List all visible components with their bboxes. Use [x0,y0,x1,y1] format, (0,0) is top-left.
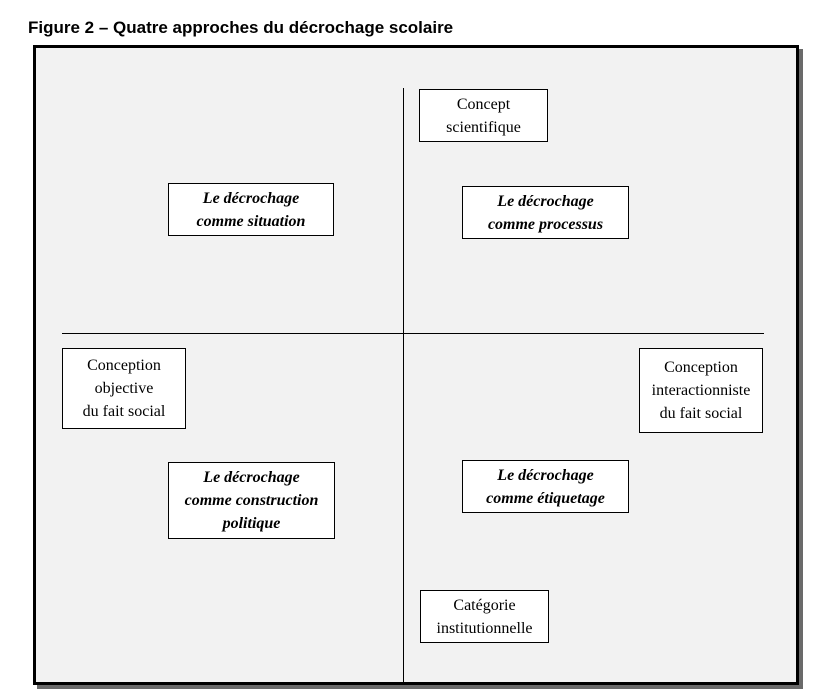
quadrant-bottom-left-line-1: Le décrochage [203,469,300,486]
quadrant-top-left-line-2: comme situation [196,212,306,230]
quadrant-top-right-line-2: comme processus [487,215,604,233]
quadrant-bottom-right-line-2: comme étiquetage [486,489,605,507]
axis-bottom-label [420,590,549,643]
axis-top-line-1: Concept [456,95,511,113]
quadrant-top-left [168,183,334,236]
quadrant-top-right [462,186,629,239]
vertical-axis [403,88,404,682]
horizontal-axis [62,333,764,334]
axis-right-line-3: du fait social [659,405,743,422]
axis-top-line-2: scientifique [446,118,521,136]
axis-left-label [62,348,186,429]
quadrant-top-left-line-1: Le décrochage [202,189,300,207]
axis-bottom-line-2: institutionnelle [436,619,533,637]
axis-left-line-3: du fait social [82,403,166,420]
quadrant-bottom-right [462,460,629,513]
quadrant-bottom-left [168,462,335,539]
quadrant-bottom-right-line-1: Le décrochage [497,466,594,484]
axis-top-label [419,89,548,142]
axis-bottom-line-1: Catégorie [453,596,516,614]
axis-right-line-2: interactionniste [651,382,751,399]
axis-right-line-1: Conception [664,359,738,376]
axis-right-label [639,348,763,433]
quadrant-top-right-line-1: Le décrochage [497,192,594,210]
figure-title: Figure 2 – Quatre approches du décrochage scolaire [28,18,454,37]
quadrant-bottom-left-line-2: comme construction [184,492,319,509]
axis-left-line-2: objective [94,380,154,397]
quadrant-bottom-left-line-3: politique [222,515,281,532]
axis-left-line-1: Conception [87,357,161,374]
